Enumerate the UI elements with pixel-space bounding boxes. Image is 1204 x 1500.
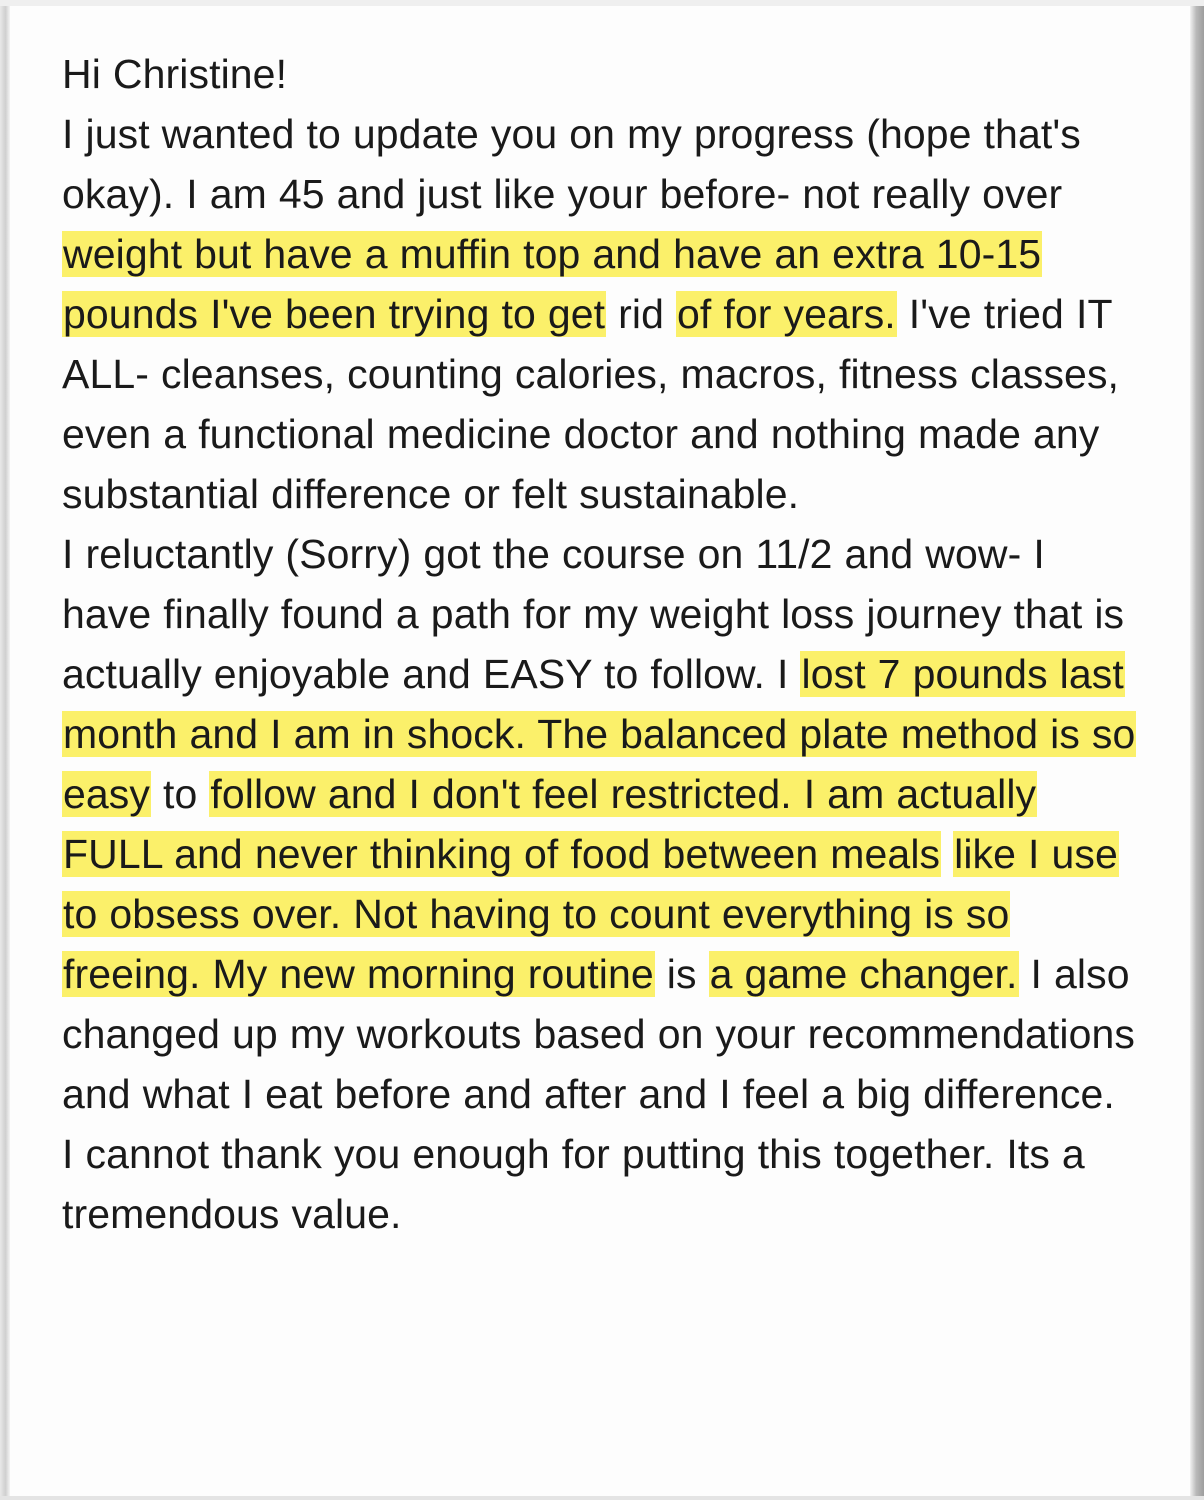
plain-text: I just wanted to update you on my progress (hope that's okay). I am 45 and just like your before- not really over xyxy=(62,111,1081,217)
highlighted-text: follow and I don't feel restricted. I am actually xyxy=(210,771,1037,817)
plain-text: rid xyxy=(606,291,677,337)
paragraph-2 xyxy=(62,524,1142,1124)
plain-text: I reluctantly (Sorry) got the course on 11/2 and wow- I have finally found a path for my weight loss journey that is actually enjoyable and EASY to follow. I xyxy=(62,531,1125,697)
plain-text: I also changed up my workouts based on your recommendations and what I eat before and after and I feel a big difference. xyxy=(62,951,1136,1117)
greeting-line: Hi Christine! xyxy=(62,51,288,97)
testimonial-text-block xyxy=(62,44,1142,1244)
highlighted-text: FULL and never thinking of food between meals xyxy=(63,831,941,877)
plain-text: I've tried IT ALL- cleanses, counting calories, macros, fitness classes, even a functional medicine doctor and nothing made any substantial difference or felt sustainable. xyxy=(62,291,1120,517)
page-right-edge xyxy=(1190,0,1204,1500)
paragraph-3 xyxy=(62,1124,1142,1244)
plain-text: I cannot thank you enough for putting this together. Its a tremendous value. xyxy=(62,1131,1085,1237)
paragraph-1 xyxy=(62,104,1142,524)
highlighted-text: weight but have a muffin top and have an extra 10-15 pounds I've been trying to get xyxy=(63,231,1042,337)
highlighted-text: of for years. xyxy=(677,291,896,337)
plain-text: is xyxy=(654,951,709,997)
highlighted-text: lost 7 pounds last month and I am in shock. The balanced plate method is so easy xyxy=(63,651,1136,817)
plain-text xyxy=(941,831,953,877)
page-bottom-edge xyxy=(0,1496,1204,1500)
highlighted-text: like I use to obsess over. Not having to count everything is so freeing. My new morning routine xyxy=(63,831,1118,997)
page-left-edge xyxy=(0,0,10,1500)
highlighted-text: a game changer. xyxy=(709,951,1018,997)
plain-text: to xyxy=(151,771,210,817)
page-top-edge xyxy=(0,0,1204,6)
